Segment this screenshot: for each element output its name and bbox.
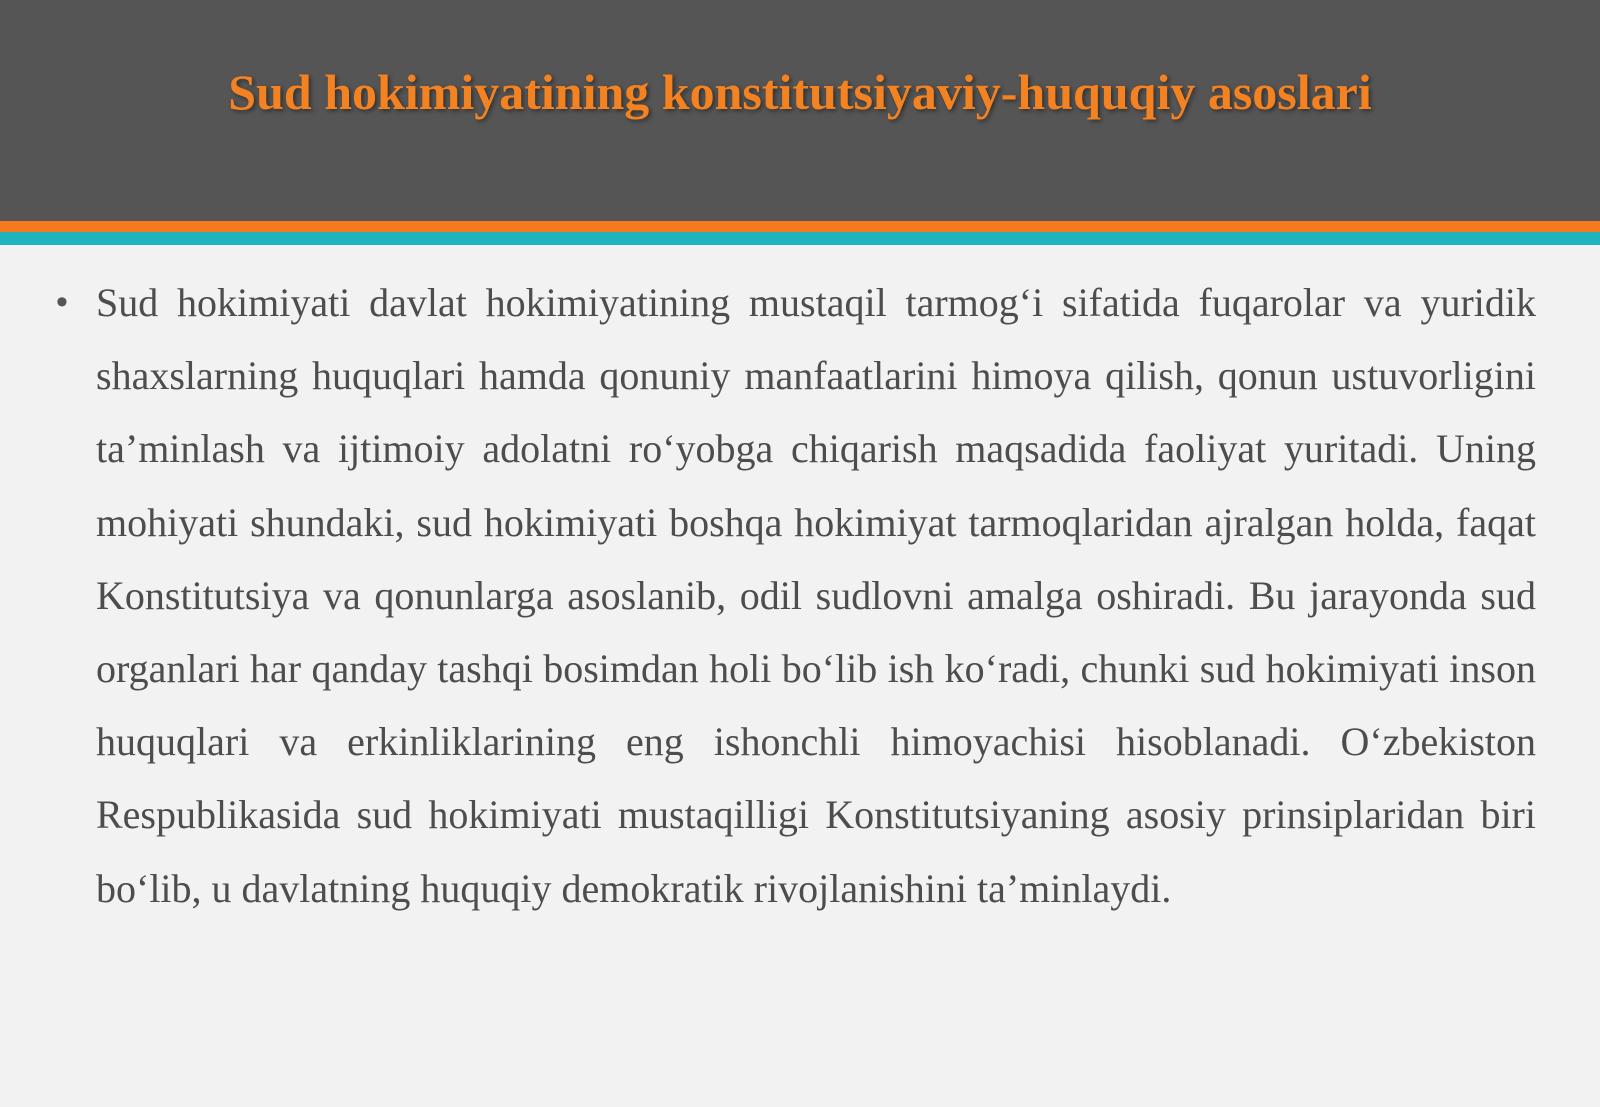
orange-accent-stripe [0, 221, 1600, 232]
bullet-icon: • [56, 283, 68, 321]
teal-accent-stripe [0, 232, 1600, 245]
slide-title: Sud hokimiyatining konstitutsiyaviy-huquqiy asoslari [228, 64, 1372, 120]
slide-body [56, 266, 1536, 925]
bullet-item [56, 266, 1536, 925]
bullet-text: Sud hokimiyati davlat hokimiyatining mustaqil tarmog‘i sifatida fuqarolar va yuridik shaxslarning huquqlari hamda qonuniy manfaatlarini himoya qilish, qonun ustuvorligini ta’minlash va ijtimoiy adolatni ro‘yobga chiqarish maqsadida faoliyat yuritadi. Uning mohiyati shundaki, sud hokimiyati boshqa hokimiyat tarmoqlaridan ajralgan holda, faqat Konstitutsiya va qonunlarga asoslanib, odil sudlovni amalga oshiradi. Bu jarayonda sud organlari har qanday tashqi bosimdan holi bo‘lib ish ko‘radi, chunki sud hokimiyati inson huquqlari va erkinliklarining eng ishonchli himoyachisi hisoblanadi. O‘zbekiston Respublikasida sud hokimiyati mustaqilligi Konstitutsiyaning asosiy prinsiplaridan biri bo‘lib, u davlatning huquqiy demokratik rivojlanishini ta’minlaydi. [96, 280, 1536, 911]
title-bar [0, 0, 1600, 221]
